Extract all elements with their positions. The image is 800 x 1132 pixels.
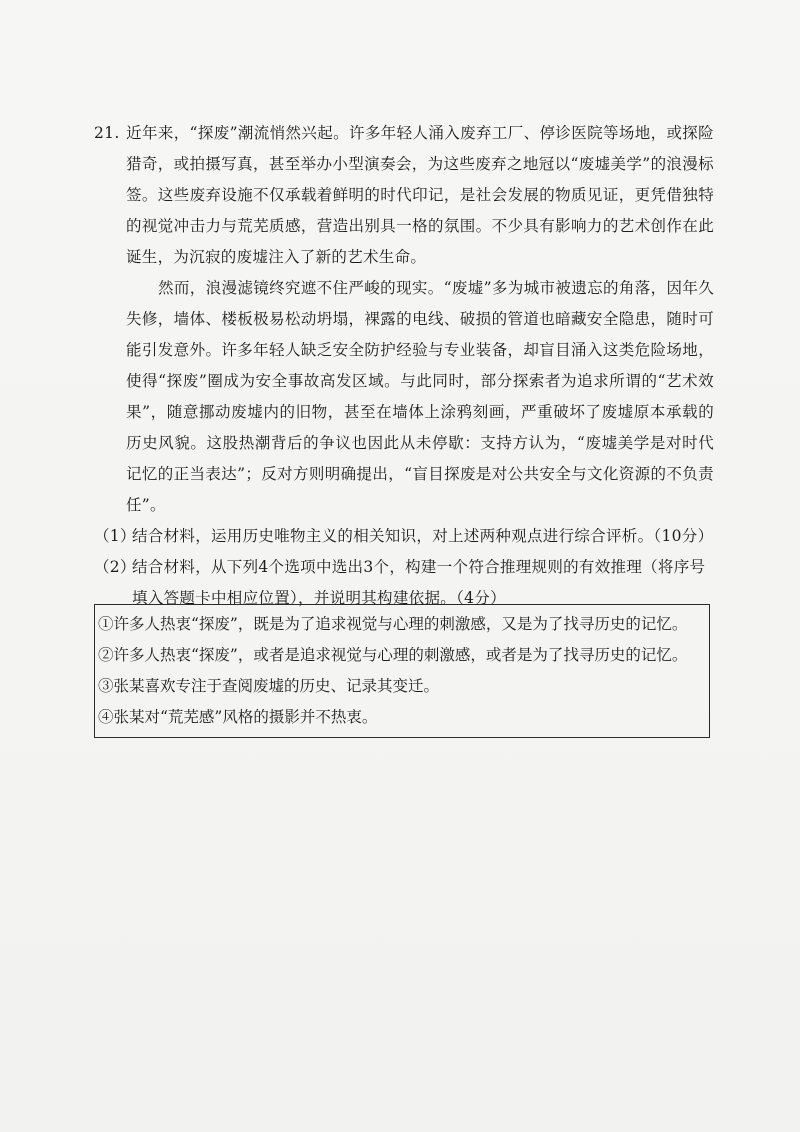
sub-question-1-label: （1） [94, 527, 136, 545]
sub-question-2-text: 结合材料，从下列4个选项中选出3个，构建一个符合推理规则的有效推理（将序号填入答题卡中相应位置），并说明其构建依据。（4分） [132, 558, 706, 607]
sub-question-2-label: （2） [94, 558, 136, 576]
option-3: ③张某喜欢专注于查阅废墟的历史、记录其变迁。 [98, 677, 440, 695]
sub-question-1-text: 结合材料，运用历史唯物主义的相关知识，对上述两种观点进行综合评析。（10分） [132, 527, 714, 545]
question-21 [94, 118, 714, 614]
material-paragraph-1 [94, 118, 714, 273]
material-text-1: 近年来，“探废”潮流悄然兴起。许多年轻人涌入废弃工厂、停诊医院等场地，或探险猎奇，或拍摄写真，甚至举办小型演奏会，为这些废弃之地冠以“废墟美学”的浪漫标签。这些废弃设施不仅承载着鲜明的时代印记，是社会发展的物质见证，更凭借独特的视觉冲击力与荒芜质感，营造出别具一格的氛围。不少具有影响力的艺术创作在此诞生，为沉寂的废墟注入了新的艺术生命。 [126, 124, 714, 266]
options-box [94, 604, 710, 738]
option-1: ①许多人热衷“探废”，既是为了追求视觉与心理的刺激感，又是为了找寻历史的记忆。 [98, 615, 688, 633]
sub-question-1 [94, 521, 714, 552]
material-paragraph-2: 然而，浪漫滤镜终究遮不住严峻的现实。“废墟”多为城市被遗忘的角落，因年久失修，墙体、楼板极易松动坍塌，裸露的电线、破损的管道也暗藏安全隐患，随时可能引发意外。许多年轻人缺乏安全防护经验与专业装备，却盲目涌入这类危险场地，使得“探废”圈成为安全事故高发区域。与此同时，部分探索者为追求所谓的“艺术效果”，随意挪动废墟内的旧物，甚至在墙体上涂鸦刻画，严重破坏了废墟原本承载的历史风貌。这股热潮背后的争议也因此从未停歇：支持方认为，“废墟美学是对时代记忆的正当表达”；反对方则明确提出，“盲目探废是对公共安全与文化资源的不负责任”。 [126, 279, 714, 514]
option-4: ④张某对“荒芜感”风格的摄影并不热衷。 [98, 708, 378, 726]
question-number: 21. [94, 124, 120, 142]
option-2: ②许多人热衷“探废”，或者是追求视觉与心理的刺激感，或者是为了找寻历史的记忆。 [98, 646, 688, 664]
